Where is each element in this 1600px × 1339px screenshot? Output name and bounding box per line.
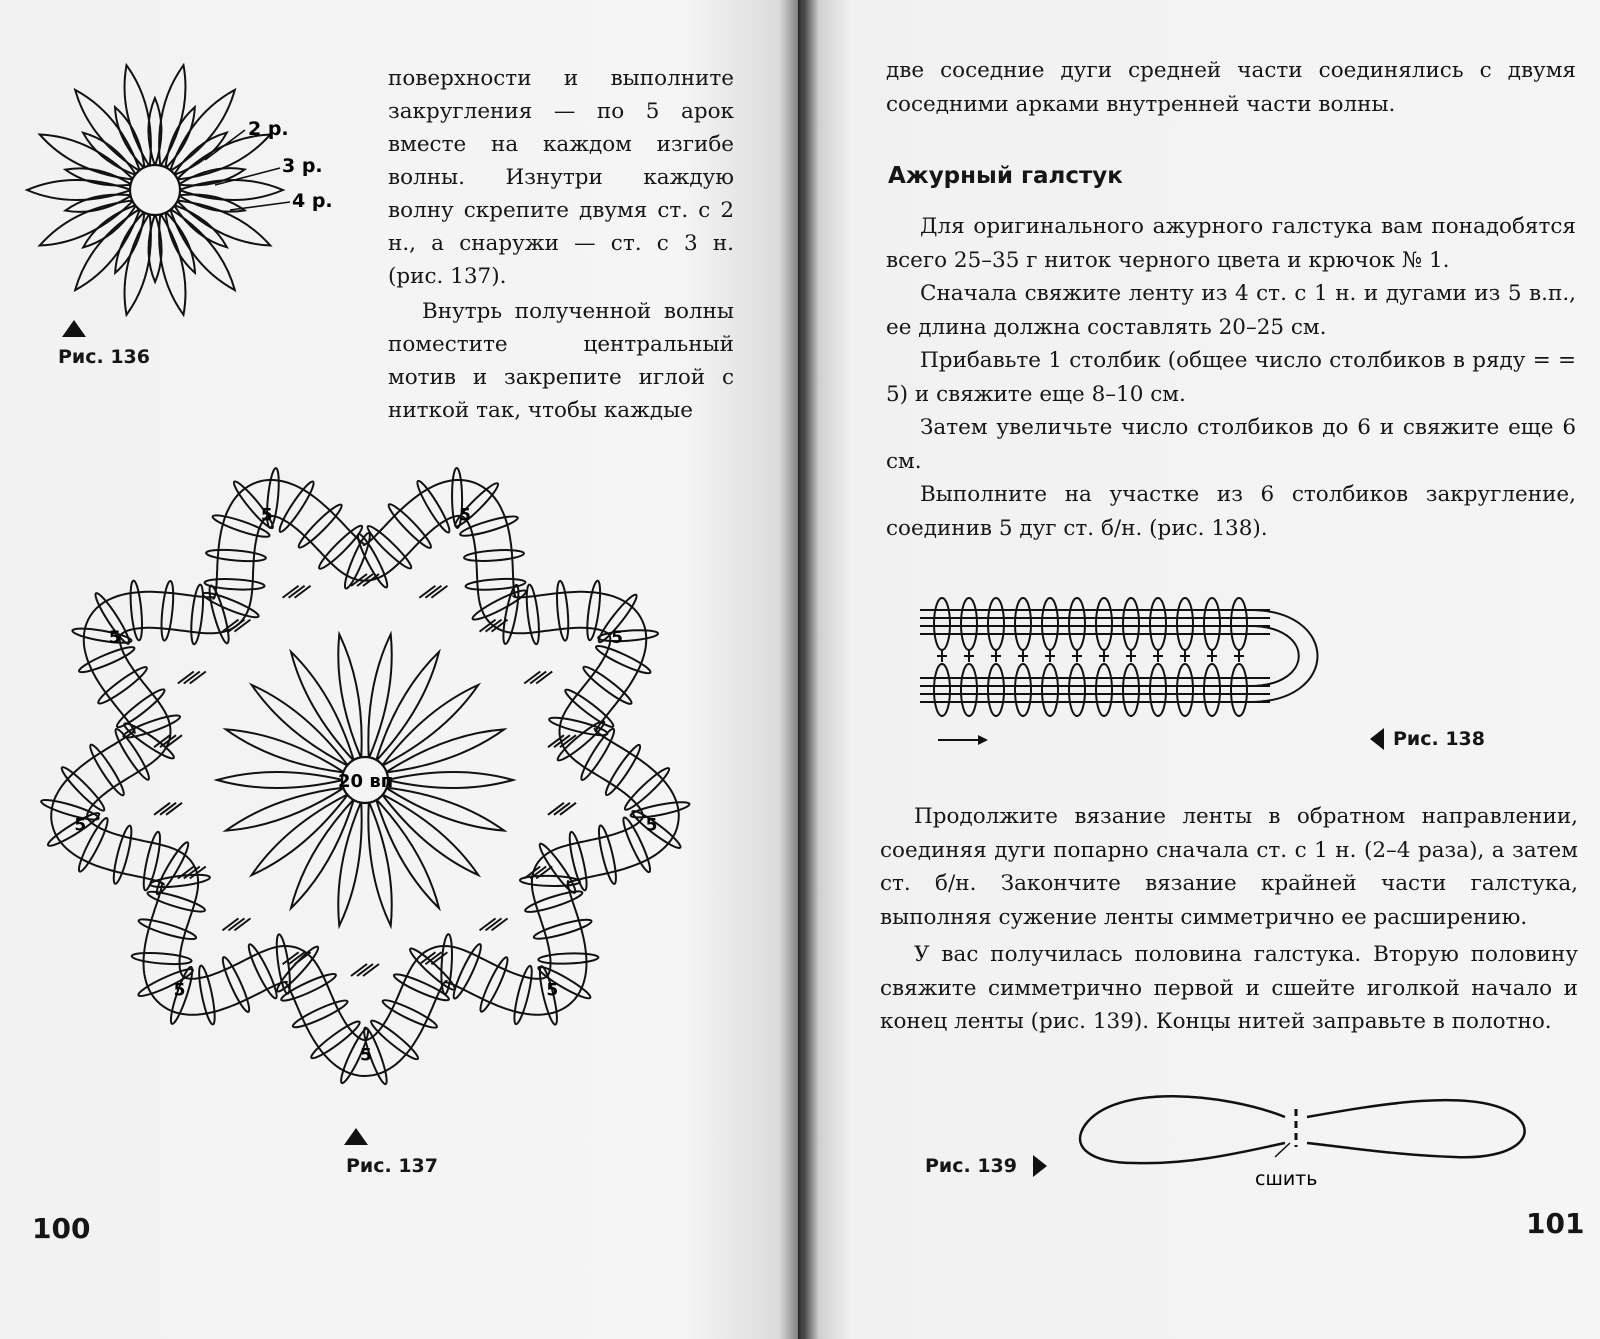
page-number-right: 101 bbox=[1526, 1207, 1585, 1240]
right-text-top bbox=[886, 210, 1576, 545]
pointer-triangle-icon bbox=[62, 320, 86, 337]
right-text-bottom bbox=[880, 800, 1578, 1039]
paragraph: Выполните на участке из 6 столбиков закругление, соединив 5 дуг ст. б/н. (рис. 138). bbox=[886, 482, 1576, 541]
figure-137-doily bbox=[20, 440, 760, 1140]
paragraph: У вас получилась половина галстука. Вторую половину свяжите симметрично первой и сшейте иголкой начало и конец ленты (рис. 139). Концы нитей заправьте в полотно. bbox=[880, 942, 1578, 1034]
figure-138-tie-band bbox=[920, 580, 1380, 760]
arch-count-label: 5 bbox=[645, 815, 658, 836]
center-label: 20 вп bbox=[338, 771, 394, 792]
arch-count-label: 5 bbox=[611, 627, 623, 648]
arch-count-label: 5 bbox=[546, 980, 559, 1001]
intro-text bbox=[886, 54, 1576, 121]
label-2r: 2 р. bbox=[248, 118, 289, 140]
page-number-left: 100 bbox=[32, 1212, 91, 1245]
pointer-triangle-icon bbox=[1033, 1155, 1047, 1177]
arch-count-label: 5 bbox=[74, 815, 87, 836]
section-heading: Ажурный галстук bbox=[888, 163, 1123, 189]
arch-count-label: 5 bbox=[108, 627, 121, 648]
fig138-caption: Рис. 138 bbox=[1393, 728, 1485, 750]
arch-count-label: 5 bbox=[260, 505, 273, 526]
sew-label: сшить bbox=[1255, 1168, 1318, 1190]
label-4r: 4 р. bbox=[292, 190, 333, 212]
paragraph: поверхности и выполните закругления — по 5 арок вместе на каждом изгибе волны. Изнутри каждую волну скрепите двумя ст. с 2 н., а снаружи — ст. с 3 н. (рис. 137). bbox=[388, 66, 734, 289]
paragraph: Затем увеличьте число столбиков до 6 и свяжите еще 6 см. bbox=[886, 415, 1576, 474]
paragraph: Продолжите вязание ленты в обратном направлении, соединяя дуги попарно сначала ст. с 1 н. (2–4 раза), а затем ст. б/н. Закончите вязание крайней части галстука, выполняя сужение ленты симметрично ее расширению. bbox=[880, 804, 1578, 930]
arch-count-label: 5 bbox=[459, 505, 472, 526]
paragraph: Прибавьте 1 столбик (общее число столбиков в ряду = = 5) и свяжите еще 8–10 см. bbox=[886, 348, 1576, 407]
figure-139-tie-outline bbox=[1075, 1085, 1545, 1215]
pointer-triangle-icon bbox=[1370, 728, 1384, 750]
paragraph: Внутрь полученной волны поместите центральный мотив и закрепите иглой с ниткой так, чтобы каждые bbox=[388, 299, 734, 423]
fig136-caption: Рис. 136 bbox=[58, 346, 150, 368]
paragraph: Для оригинального ажурного галстука вам понадобятся всего 25–35 г ниток черного цвета и крючок № 1. bbox=[886, 214, 1576, 273]
pointer-triangle-icon bbox=[344, 1128, 368, 1145]
fig139-caption: Рис. 139 bbox=[925, 1155, 1017, 1177]
paragraph: Сначала свяжите ленту из 4 ст. с 1 н. и дугами из 5 в.п., ее длина должна составлять 20–25 см. bbox=[886, 281, 1576, 340]
paragraph: две соседние дуги средней части соединялись с двумя соседними арками внутренней части волны. bbox=[886, 58, 1576, 117]
arch-count-label: 5 bbox=[173, 980, 186, 1001]
left-column-text bbox=[388, 62, 734, 427]
fig137-caption: Рис. 137 bbox=[346, 1155, 438, 1177]
label-3r: 3 р. bbox=[282, 155, 323, 177]
arch-count-label: 5 bbox=[360, 1045, 372, 1066]
